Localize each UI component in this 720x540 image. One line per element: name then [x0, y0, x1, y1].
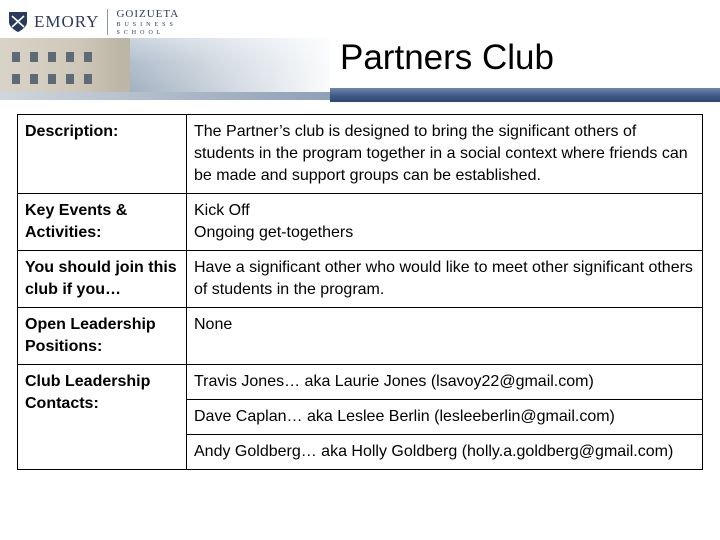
row-value: Have a significant other who would like to meet other significant others of students in the program. [187, 251, 703, 308]
slide-title: Partners Club [340, 38, 554, 77]
row-value: The Partner’s club is designed to bring the significant others of students in the program together in a social context where friends can be made and support groups can be established. [187, 115, 703, 194]
table-row [18, 251, 703, 308]
logo-school-text: SCHOOL [116, 29, 165, 36]
logo-emory-text: EMORY [34, 12, 100, 31]
emory-goizueta-logo [8, 8, 179, 36]
contact-item: Travis Jones… aka Laurie Jones (lsavoy22@gmail.com) [194, 373, 594, 390]
photo-fade [120, 38, 330, 100]
club-info-table [17, 114, 703, 470]
building-photo [0, 38, 330, 100]
header-band-left [0, 92, 330, 100]
header-band [330, 88, 720, 102]
logo-divider [107, 9, 108, 35]
row-label: Description: [18, 115, 187, 194]
table-row [18, 115, 703, 194]
row-label: Key Events & Activities: [18, 194, 187, 251]
table-row [18, 194, 703, 251]
contact-item: Andy Goldberg… aka Holly Goldberg (holly.a.goldberg@gmail.com) [194, 443, 674, 460]
row-value [187, 194, 703, 251]
contact-item: Dave Caplan… aka Leslee Berlin (lesleeberlin@gmail.com) [194, 408, 615, 425]
row-value: None [187, 308, 703, 365]
event-item: Kick Off [194, 202, 250, 219]
table-row [18, 365, 703, 470]
logo-goizueta-block [116, 9, 179, 36]
slide-header [0, 0, 720, 100]
row-label: Open Leadership Positions: [18, 308, 187, 365]
logo-goizueta-text: GOIZUETA [116, 7, 180, 20]
row-label: You should join this club if you… [18, 251, 187, 308]
event-item: Ongoing get-togethers [194, 224, 354, 241]
logo-business-text: BUSINESS [116, 21, 177, 28]
contacts-cell [187, 365, 703, 470]
building-facade [0, 38, 130, 100]
table-row [18, 308, 703, 365]
emory-shield-icon [8, 11, 28, 33]
row-label: Club Leadership Contacts: [18, 365, 187, 470]
